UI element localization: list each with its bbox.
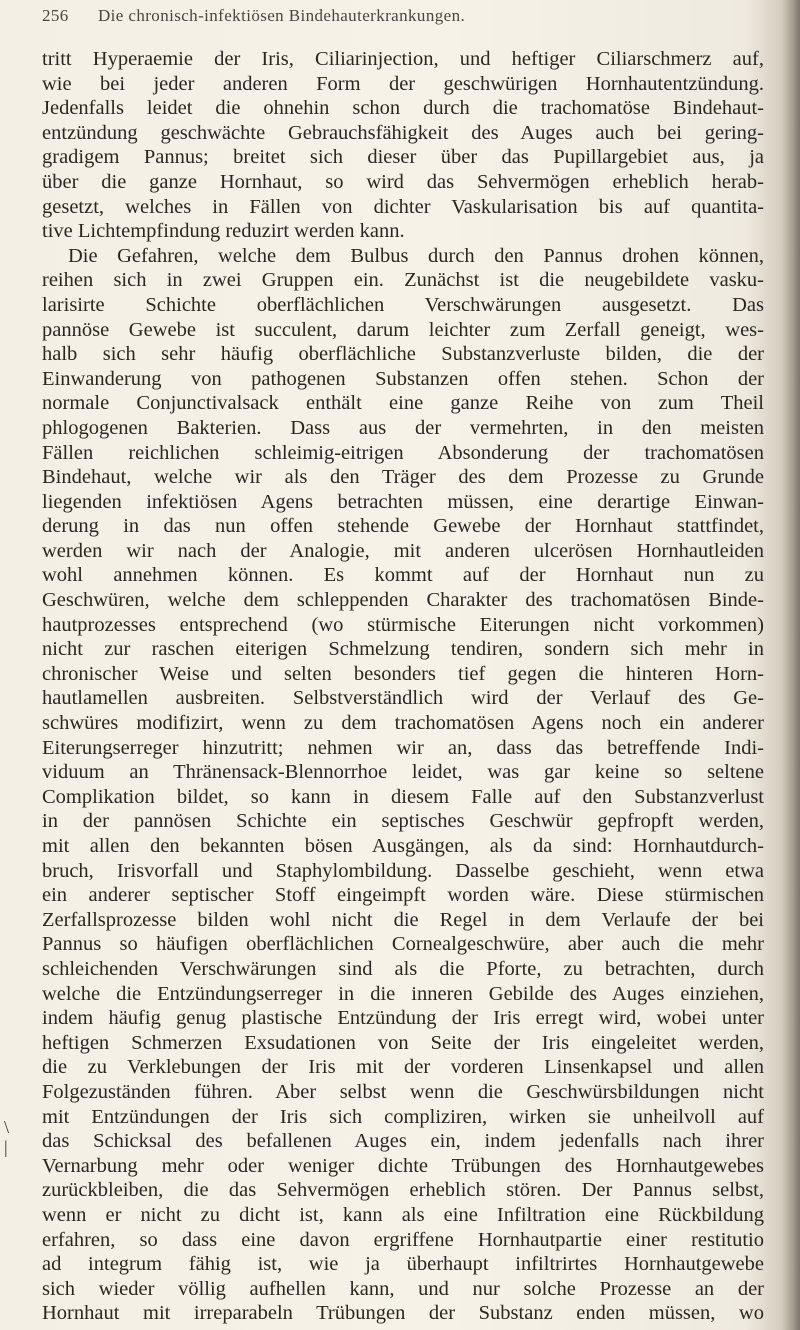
- text-line: zurückbleiben, die das Sehvermögen erheblich stören. Der Pannus selbst,: [42, 1179, 764, 1202]
- body-text: [42, 47, 764, 1326]
- text-line: die zu Verklebungen der Iris mit der vorderen Linsenkapsel und allen: [42, 1056, 764, 1079]
- running-title: Die chronisch-infektiösen Bindehauterkrankungen.: [98, 6, 466, 25]
- text-line: erfahren, so dass eine davon ergriffene Hornhautpartie einer restitutio: [42, 1228, 764, 1251]
- text-line: schleichenden Verschwärungen sind als die Pforte, zu betrachten, durch: [42, 957, 764, 980]
- text-line: mit allen den bekannten bösen Ausgängen, als da sind: Hornhautdurch-: [42, 835, 764, 857]
- text-line: Zerfallsprozesse bilden wohl nicht die Regel in dem Verlaufe der bei: [42, 908, 764, 931]
- text-line: chronischer Weise und selten besonders tief gegen die hinteren Horn-: [42, 662, 764, 685]
- text-line: phlogogenen Bakterien. Dass aus der vermehrten, in den meisten: [42, 416, 764, 439]
- text-line: wenn er nicht zu dicht ist, kann als eine Infiltration eine Rückbildung: [42, 1203, 764, 1226]
- text-line: derung in das nun offen stehende Gewebe der Hornhaut stattfindet,: [42, 515, 764, 538]
- text-line: Eiterungserreger hinzutritt; nehmen wir an, dass das betreffende Indi-: [42, 736, 764, 759]
- text-line: welche die Entzündungserreger in die inneren Gebilde des Auges einziehen,: [42, 982, 764, 1005]
- text-line: gradigem Pannus; breitet sich dieser über das Pupillargebiet aus, ja: [42, 146, 764, 169]
- text-line: werden wir nach der Analogie, mit anderen ulcerösen Hornhautleiden: [42, 539, 764, 562]
- text-line: Complikation bildet, so kann in diesem Falle auf den Substanzverlust: [42, 785, 764, 808]
- text-line: über die ganze Hornhaut, so wird das Sehvermögen erheblich herab-: [42, 170, 764, 193]
- margin-pencil-mark: \ |: [4, 1117, 10, 1157]
- text-line: liegenden infektiösen Agens betrachten müssen, eine derartige Einwan-: [42, 490, 764, 513]
- text-line: mit Entzündungen der Iris sich compliziren, wirken sie unheilvoll auf: [42, 1105, 764, 1128]
- text-line: sich wieder völlig aufhellen kann, und nur solche Prozesse an der: [42, 1277, 764, 1300]
- text-line: indem häufig genug plastische Entzündung der Iris erregt wird, wobei unter: [42, 1007, 764, 1030]
- text-line: Die Gefahren, welche dem Bulbus durch den Pannus drohen können,: [68, 244, 764, 267]
- text-line: gesetzt, welches in Fällen von dichter Vaskularisation bis auf quantita-: [42, 195, 764, 218]
- text-line: Hornhaut mit irreparabeln Trübungen der Substanz enden müssen, wo: [42, 1302, 764, 1325]
- text-line: Fällen reichlichen schleimig-eitrigen Absonderung der trachomatösen: [42, 441, 764, 464]
- running-head: [42, 6, 762, 30]
- text-line: Folgezuständen führen. Aber selbst wenn die Geschwürsbildungen nicht: [42, 1080, 764, 1103]
- text-line: hautprozesses entsprechend (wo stürmische Eiterungen nicht vorkommen): [42, 613, 764, 636]
- text-line: wohl annehmen können. Es kommt auf der Hornhaut nun zu: [42, 564, 764, 587]
- text-line: Bindehaut, welche wir als den Träger des dem Prozesse zu Grunde: [42, 466, 764, 489]
- text-line: bruch, Irisvorfall und Staphylombildung. Dasselbe geschieht, wenn etwa: [42, 859, 764, 882]
- text-line: schwüres modifizirt, wenn zu dem trachomatösen Agens noch ein anderer: [42, 712, 764, 735]
- text-line: Einwanderung von pathogenen Substanzen offen stehen. Schon der: [42, 367, 764, 390]
- text-line: viduum an Thränensack-Blennorrhoe leidet, was gar keine so seltene: [42, 761, 764, 784]
- text-line: halb sich sehr häufig oberflächliche Substanzverluste bilden, die der: [42, 343, 764, 366]
- text-line: heftigen Schmerzen Exsudationen von Seite der Iris eingeleitet werden,: [42, 1031, 764, 1054]
- text-line: Vernarbung mehr oder weniger dichte Trübungen des Hornhautgewebes: [42, 1154, 764, 1177]
- text-line: pannöse Gewebe ist succulent, darum leichter zum Zerfall geneigt, wes-: [42, 318, 764, 341]
- text-line: entzündung geschwächte Gebrauchsfähigkeit des Auges auch bei gering-: [42, 121, 764, 144]
- text-line: Jedenfalls leidet die ohnehin schon durch die trachomatöse Bindehaut-: [42, 97, 764, 120]
- text-line: reihen sich in zwei Gruppen ein. Zunächst ist die neugebildete vasku-: [42, 269, 764, 292]
- text-line: Geschwüren, welche dem schleppenden Charakter des trachomatösen Binde-: [42, 589, 764, 612]
- text-line: hautlamellen ausbreiten. Selbstverständlich wird der Verlauf des Ge-: [42, 687, 764, 710]
- text-line: Pannus so häufigen oberflächlichen Cornealgeschwüre, aber auch die mehr: [42, 933, 764, 956]
- text-line: normale Conjunctivalsack enthält eine ganze Reihe von zum Theil: [42, 392, 764, 415]
- text-line: in der pannösen Schichte ein septisches Geschwür gepfropft werden,: [42, 810, 764, 833]
- text-line: nicht zur raschen eiterigen Schmelzung tendiren, sondern sich mehr in: [42, 638, 764, 661]
- text-line: tive Lichtempfindung reduzirt werden kann.: [42, 220, 405, 243]
- page-number: 256: [42, 6, 69, 25]
- text-line: larisirte Schichte oberflächlichen Verschwärungen ausgesetzt. Das: [42, 293, 764, 316]
- text-line: ein anderer septischer Stoff eingeimpft worden wäre. Diese stürmischen: [42, 884, 764, 907]
- text-line: ad integrum fähig ist, wie ja überhaupt infiltrirtes Hornhautgewebe: [42, 1253, 764, 1276]
- text-line: wie bei jeder anderen Form der geschwürigen Hornhautentzündung.: [42, 72, 764, 95]
- text-line: das Schicksal des befallenen Auges ein, indem jedenfalls nach ihrer: [42, 1130, 764, 1153]
- text-line: tritt Hyperaemie der Iris, Ciliarinjection, und heftiger Ciliarschmerz auf,: [42, 48, 764, 70]
- page-edge-shadow: [782, 0, 800, 1330]
